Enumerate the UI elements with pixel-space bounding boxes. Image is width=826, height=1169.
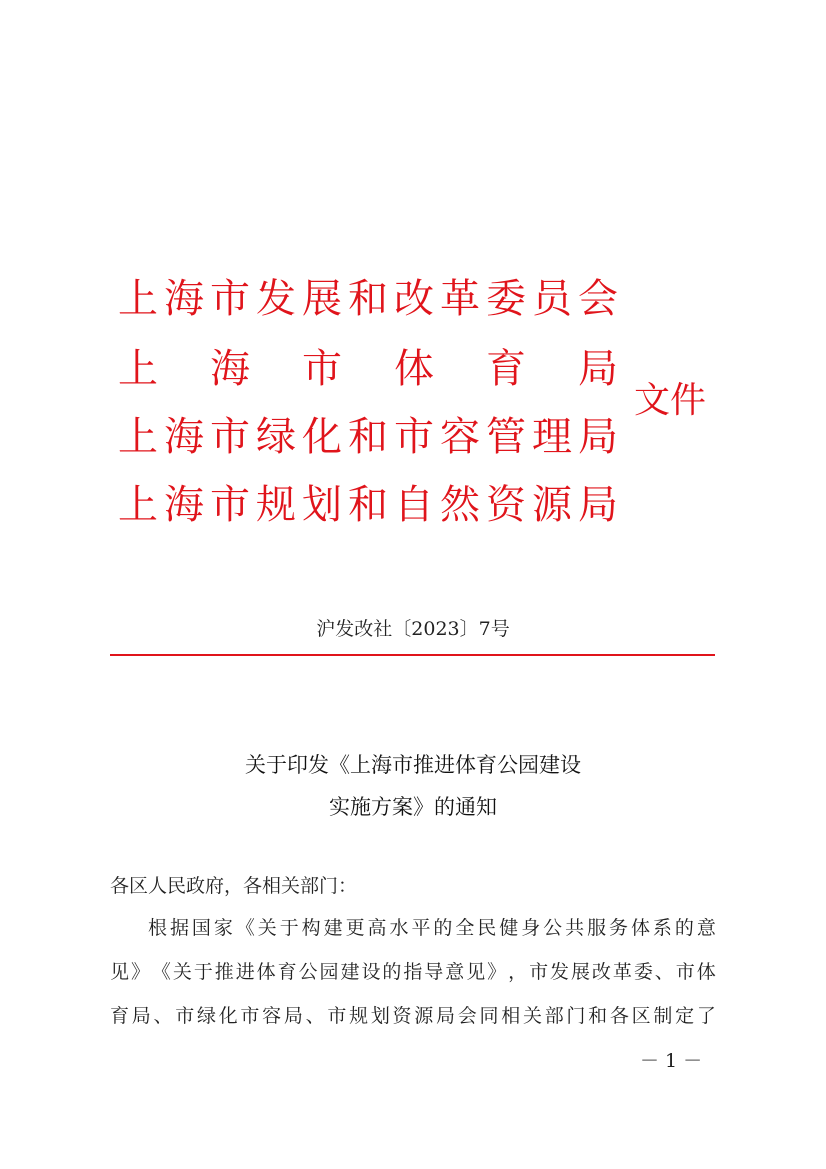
page-number: － 1 － [640,1050,703,1072]
issuer-line-2: 上 海 市 体 育 局 [118,346,618,392]
issuer-line-4: 上 海 市 规 划 和 自 然 资 源 局 [118,482,618,528]
issuer-line-1: 上 海 市 发 展 和 改 革 委 员 会 [118,276,618,322]
paragraph-line-2: 见 》 《 关 于 推 进 体 育 公 园 建 设 的 指 导 意 见 》 ， 市 发 展 改 革 委 、 市 体 [110,961,716,983]
title-line-2: 实施方案》的通知 [329,795,497,819]
document-suffix: 文件 [634,380,707,421]
paragraph-line-1: 根 据 国 家 《 关 于 构 建 更 高 水 平 的 全 民 健 身 公 共 服 务 体 系 的 意 [148,917,716,939]
salutation: 各区人民政府，各相关部门： [110,875,358,897]
issuer-line-3: 上 海 市 绿 化 和 市 容 管 理 局 [118,414,618,460]
title-line-1: 关于印发《上海市推进体育公园建设 [245,753,581,777]
paragraph-line-3: 育 局 、 市 绿 化 市 容 局 、 市 规 划 资 源 局 会 同 相 关 部 门 和 各 区 制 定 了 [110,1005,716,1027]
document-number: 沪发改社〔2023〕7号 [316,618,510,640]
red-divider-line [110,654,715,656]
